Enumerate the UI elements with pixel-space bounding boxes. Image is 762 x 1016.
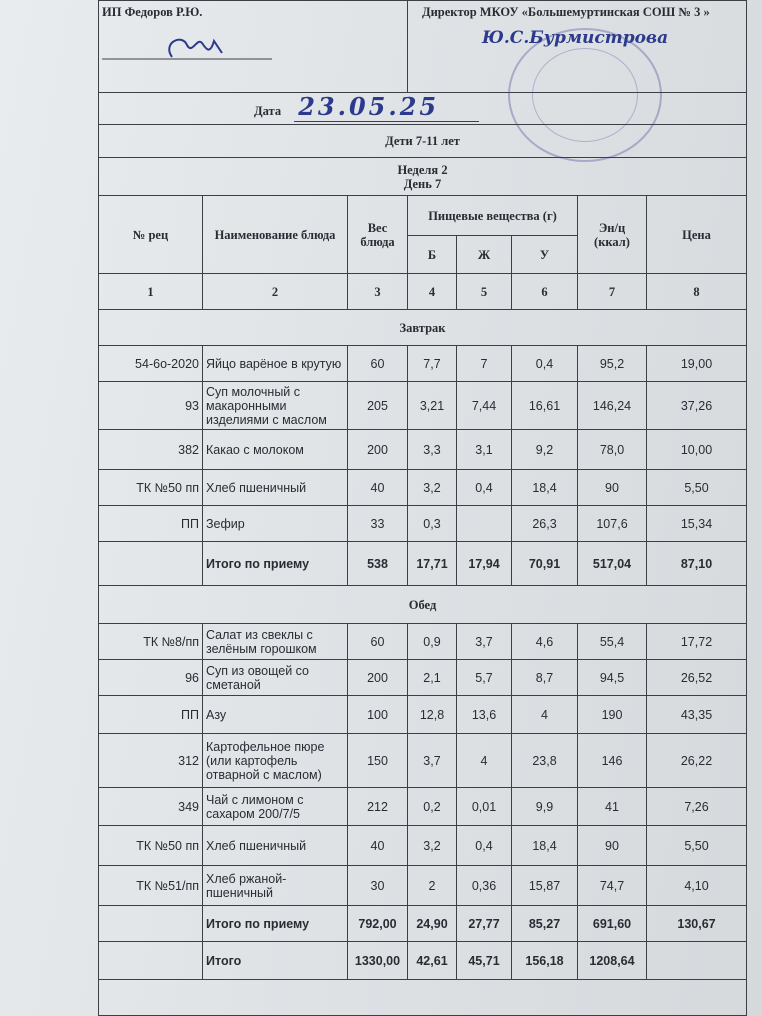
carb-cell: 8,7: [512, 660, 578, 696]
weight-cell: 60: [348, 346, 408, 382]
fat-cell: 0,4: [457, 826, 512, 866]
dish-name: Картофельное пюре (или картофель отварной с маслом): [203, 734, 348, 788]
dish-name: Зефир: [203, 506, 348, 542]
breakfast-total-row: [99, 542, 747, 586]
weight-cell: 538: [348, 542, 408, 586]
dish-name: Салат из свеклы с зелёным горошком: [203, 624, 348, 660]
energy-cell: 74,7: [578, 866, 647, 906]
table-row: [99, 624, 747, 660]
supplier-signature: [102, 33, 404, 63]
rec-cell: ТК №8/пп: [99, 624, 203, 660]
fat-cell: [457, 506, 512, 542]
price-cell: 130,67: [647, 906, 747, 942]
table-row: [99, 826, 747, 866]
energy-cell: 691,60: [578, 906, 647, 942]
fat-cell: 27,77: [457, 906, 512, 942]
fat-cell: 0,4: [457, 470, 512, 506]
lunch-total-row: [99, 906, 747, 942]
fat-cell: 0,01: [457, 788, 512, 826]
price-cell: 87,10: [647, 542, 747, 586]
energy-cell: 78,0: [578, 430, 647, 470]
carb-cell: 26,3: [512, 506, 578, 542]
director-title: Директор МКОУ «Большемуртинская СОШ № 3 »: [422, 5, 710, 19]
rec-cell: ТК №50 пп: [99, 826, 203, 866]
table-row: [99, 470, 747, 506]
table-row: [99, 430, 747, 470]
fat-cell: 5,7: [457, 660, 512, 696]
col-name: Наименование блюда: [203, 196, 348, 274]
weight-cell: 212: [348, 788, 408, 826]
protein-cell: 3,21: [408, 382, 457, 430]
director-signature: Ю.С.Бурмистрова: [482, 28, 669, 48]
grand-total-label: Итого: [203, 942, 348, 980]
protein-cell: 3,7: [408, 734, 457, 788]
price-cell: 43,35: [647, 696, 747, 734]
fat-cell: 4: [457, 734, 512, 788]
energy-cell: 95,2: [578, 346, 647, 382]
fat-cell: 45,71: [457, 942, 512, 980]
energy-cell: 55,4: [578, 624, 647, 660]
protein-cell: 0,9: [408, 624, 457, 660]
table-row: [99, 696, 747, 734]
fat-cell: 3,1: [457, 430, 512, 470]
dish-name: Чай с лимоном с сахаром 200/7/5: [203, 788, 348, 826]
weight-cell: 33: [348, 506, 408, 542]
week-label: Неделя 2: [397, 162, 448, 177]
age-group: Дети 7-11 лет: [99, 125, 747, 158]
dish-name: Какао с молоком: [203, 430, 348, 470]
col-number: 4: [408, 274, 457, 310]
protein-cell: 17,71: [408, 542, 457, 586]
col-zh: Ж: [457, 236, 512, 274]
price-cell: 5,50: [647, 826, 747, 866]
rec-cell: 382: [99, 430, 203, 470]
carb-cell: 4,6: [512, 624, 578, 660]
energy-cell: 94,5: [578, 660, 647, 696]
energy-cell: 90: [578, 826, 647, 866]
energy-cell: 190: [578, 696, 647, 734]
fat-cell: 7: [457, 346, 512, 382]
energy-cell: 517,04: [578, 542, 647, 586]
date-value: 23.05.25: [294, 92, 479, 122]
carb-cell: 70,91: [512, 542, 578, 586]
price-cell: 26,52: [647, 660, 747, 696]
table-row: [99, 788, 747, 826]
price-cell: 5,50: [647, 470, 747, 506]
grand-total-row: [99, 942, 747, 980]
menu-table: [98, 0, 747, 1016]
price-cell: 4,10: [647, 866, 747, 906]
carb-cell: 4: [512, 696, 578, 734]
rec-cell: ТК №51/пп: [99, 866, 203, 906]
protein-cell: 24,90: [408, 906, 457, 942]
protein-cell: 3,2: [408, 470, 457, 506]
dish-name: Хлеб ржаной-пшеничный: [203, 866, 348, 906]
carb-cell: 15,87: [512, 866, 578, 906]
table-row: [99, 660, 747, 696]
energy-cell: 146: [578, 734, 647, 788]
dish-name: Хлеб пшеничный: [203, 826, 348, 866]
carb-cell: 9,9: [512, 788, 578, 826]
price-cell: 19,00: [647, 346, 747, 382]
weight-cell: 200: [348, 660, 408, 696]
dish-name: Суп молочный с макаронными изделиями с маслом: [203, 382, 348, 430]
col-u: У: [512, 236, 578, 274]
weight-cell: 792,00: [348, 906, 408, 942]
table-row: [99, 506, 747, 542]
price-cell: 17,72: [647, 624, 747, 660]
protein-cell: 0,2: [408, 788, 457, 826]
col-nutrients: Пищевые вещества (г): [408, 196, 578, 236]
carb-cell: 9,2: [512, 430, 578, 470]
weight-cell: 150: [348, 734, 408, 788]
protein-cell: 42,61: [408, 942, 457, 980]
supplier-name: ИП Федоров Р.Ю.: [102, 5, 203, 19]
price-cell: 10,00: [647, 430, 747, 470]
protein-cell: 12,8: [408, 696, 457, 734]
rec-cell: ТК №50 пп: [99, 470, 203, 506]
price-cell: 37,26: [647, 382, 747, 430]
col-number: 3: [348, 274, 408, 310]
protein-cell: 2: [408, 866, 457, 906]
col-weight: Вес блюда: [348, 196, 408, 274]
table-row: [99, 382, 747, 430]
weight-cell: 205: [348, 382, 408, 430]
carb-cell: 18,4: [512, 470, 578, 506]
carb-cell: 18,4: [512, 826, 578, 866]
date-row: [99, 93, 747, 125]
table-row: [99, 346, 747, 382]
section-lunch: Обед: [99, 586, 747, 624]
supplier-cell: [99, 1, 408, 93]
col-number: 1: [99, 274, 203, 310]
fat-cell: 7,44: [457, 382, 512, 430]
carb-cell: 0,4: [512, 346, 578, 382]
protein-cell: 3,3: [408, 430, 457, 470]
col-number: 5: [457, 274, 512, 310]
col-price: Цена: [647, 196, 747, 274]
date-label: Дата: [254, 103, 282, 118]
dish-name: Суп из овощей со сметаной: [203, 660, 348, 696]
director-cell: [408, 1, 747, 93]
col-number: 8: [647, 274, 747, 310]
rec-cell: 349: [99, 788, 203, 826]
weight-cell: 100: [348, 696, 408, 734]
price-cell: 15,34: [647, 506, 747, 542]
rec-cell: ПП: [99, 506, 203, 542]
signature-icon: [102, 33, 302, 63]
rec-cell: 54-6о-2020: [99, 346, 203, 382]
dish-name: Азу: [203, 696, 348, 734]
section-breakfast: Завтрак: [99, 310, 747, 346]
energy-cell: 41: [578, 788, 647, 826]
col-rec: № рец: [99, 196, 203, 274]
col-b: Б: [408, 236, 457, 274]
price-cell: 7,26: [647, 788, 747, 826]
col-number: 2: [203, 274, 348, 310]
protein-cell: 2,1: [408, 660, 457, 696]
carb-cell: 23,8: [512, 734, 578, 788]
col-number: 7: [578, 274, 647, 310]
weight-cell: 40: [348, 470, 408, 506]
weight-cell: 40: [348, 826, 408, 866]
fat-cell: 0,36: [457, 866, 512, 906]
rec-cell: 312: [99, 734, 203, 788]
protein-cell: 7,7: [408, 346, 457, 382]
carb-cell: 16,61: [512, 382, 578, 430]
energy-cell: 107,6: [578, 506, 647, 542]
price-cell: 26,22: [647, 734, 747, 788]
rec-cell: ПП: [99, 696, 203, 734]
weight-cell: 200: [348, 430, 408, 470]
col-energy: Эн/ц (ккал): [578, 196, 647, 274]
fat-cell: 17,94: [457, 542, 512, 586]
col-number: 6: [512, 274, 578, 310]
total-label: Итого по приему: [203, 906, 348, 942]
carb-cell: 156,18: [512, 942, 578, 980]
energy-cell: 1208,64: [578, 942, 647, 980]
week-day: [99, 158, 747, 196]
dish-name: Яйцо варёное в крутую: [203, 346, 348, 382]
fat-cell: 3,7: [457, 624, 512, 660]
protein-cell: 0,3: [408, 506, 457, 542]
empty-row: [99, 980, 747, 1016]
rec-cell: 96: [99, 660, 203, 696]
energy-cell: 146,24: [578, 382, 647, 430]
energy-cell: 90: [578, 470, 647, 506]
weight-cell: 30: [348, 866, 408, 906]
rec-cell: 93: [99, 382, 203, 430]
weight-cell: 1330,00: [348, 942, 408, 980]
day-label: День 7: [403, 176, 442, 191]
carb-cell: 85,27: [512, 906, 578, 942]
table-row: [99, 866, 747, 906]
table-row: [99, 734, 747, 788]
fat-cell: 13,6: [457, 696, 512, 734]
protein-cell: 3,2: [408, 826, 457, 866]
weight-cell: 60: [348, 624, 408, 660]
dish-name: Хлеб пшеничный: [203, 470, 348, 506]
price-cell: [647, 942, 747, 980]
total-label: Итого по приему: [203, 542, 348, 586]
